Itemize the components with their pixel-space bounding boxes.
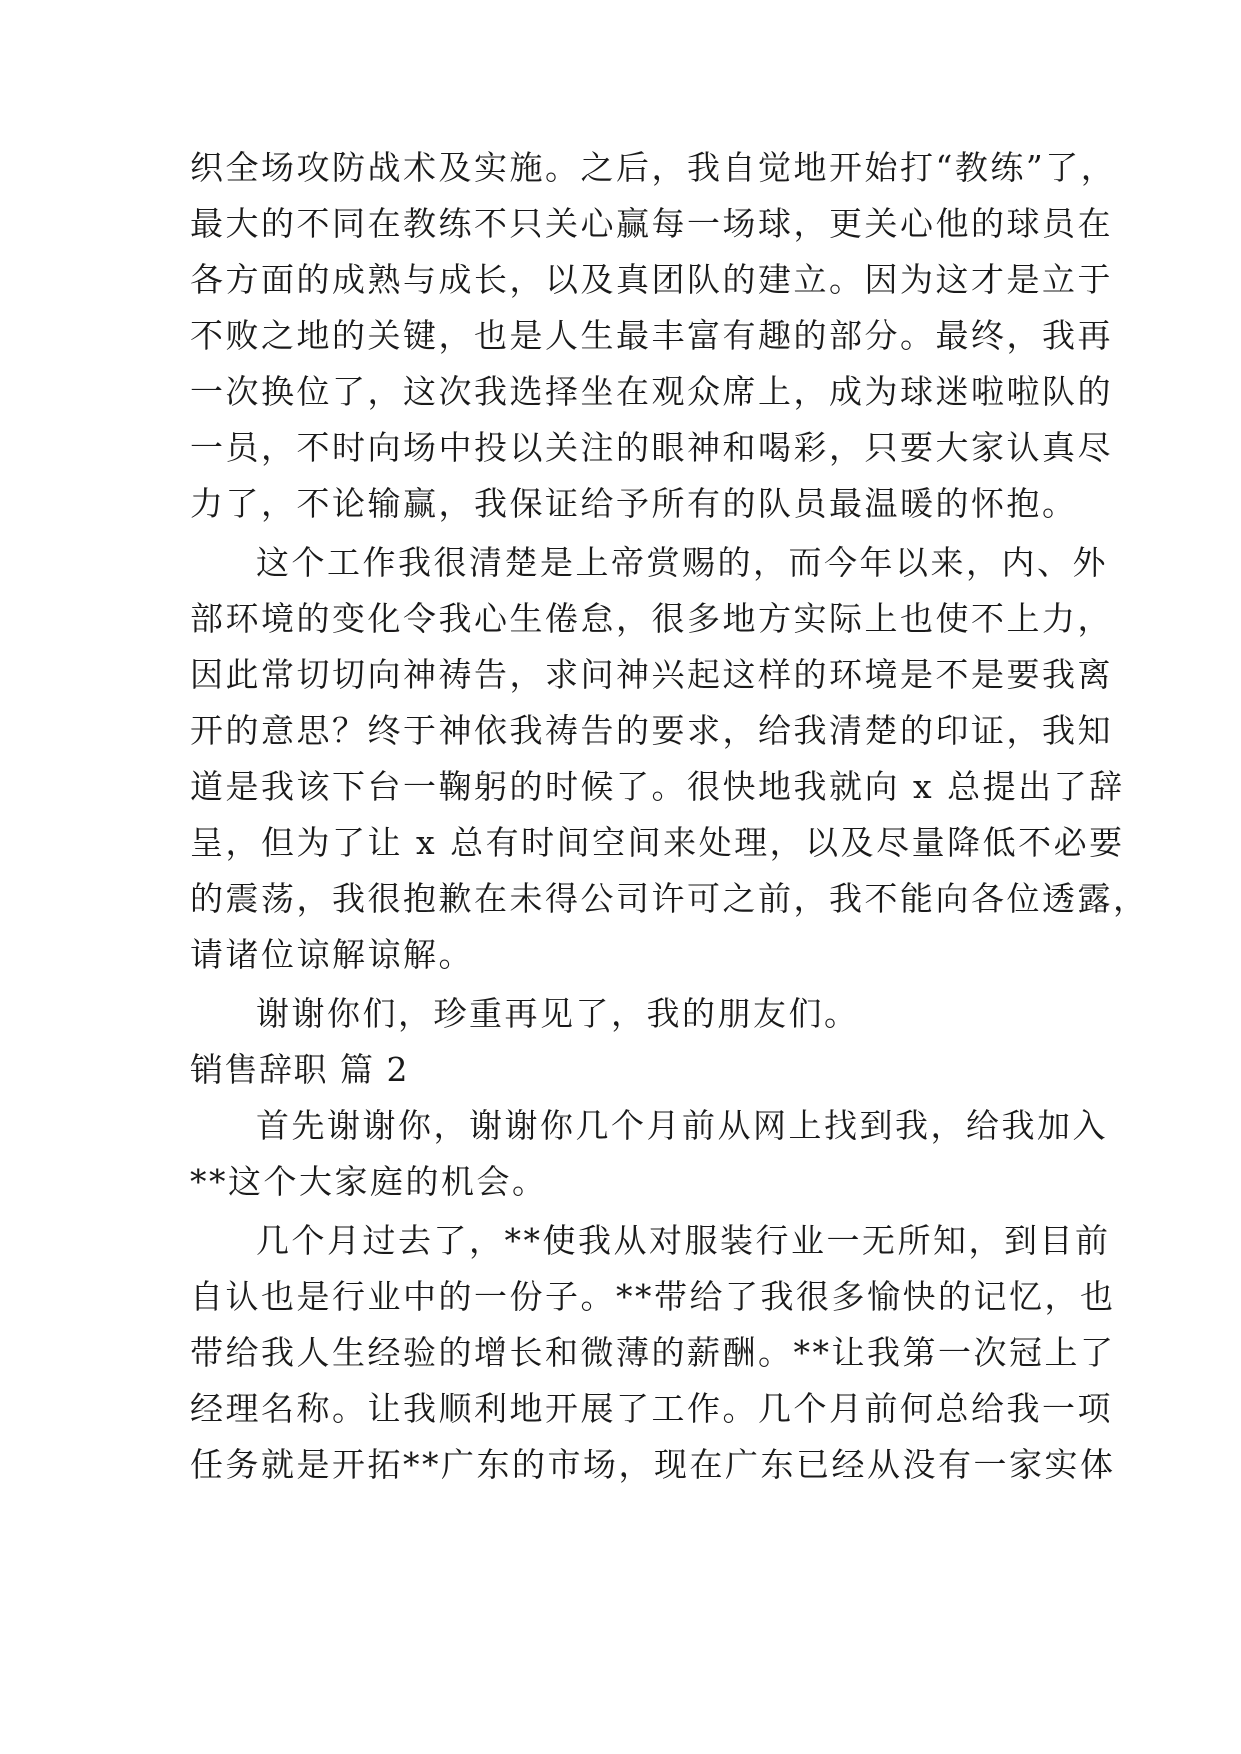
paragraph-line: 经理名称。让我顺利地开展了工作。几个月前何总给我一项 [190, 1389, 1113, 1428]
paragraph-line: 首先谢谢你，谢谢你几个月前从网上找到我，给我加入 [256, 1106, 1108, 1145]
paragraph-line: 不败之地的关键，也是人生最丰富有趣的部分。最终，我再 [190, 316, 1113, 355]
paragraph-line: 请诸位谅解谅解。 [190, 935, 474, 974]
paragraph-line: 部环境的变化令我心生倦怠，很多地方实际上也使不上力， [190, 599, 1113, 638]
paragraph-line: 开的意思？终于神依我祷告的要求，给我清楚的印证，我知 [190, 711, 1113, 750]
paragraph-line: 因此常切切向神祷告，求问神兴起这样的环境是不是要我离 [190, 655, 1113, 694]
paragraph-line: 这个工作我很清楚是上帝赏赐的，而今年以来，内、外 [256, 543, 1108, 582]
paragraph-line: 最大的不同在教练不只关心赢每一场球，更关心他的球员在 [190, 204, 1113, 243]
paragraph-line: 一次换位了，这次我选择坐在观众席上，成为球迷啦啦队的 [190, 372, 1113, 411]
paragraph-line: 道是我该下台一鞠躬的时候了。很快地我就向 x 总提出了辞 [190, 767, 1125, 806]
paragraph-line: 谢谢你们，珍重再见了，我的朋友们。 [256, 994, 860, 1033]
paragraph-line: **这个大家庭的机会。 [190, 1162, 548, 1201]
section-heading: 销售辞职 篇 2 [190, 1050, 409, 1089]
paragraph-line: 各方面的成熟与成长，以及真团队的建立。因为这才是立于 [190, 260, 1113, 299]
paragraph-line: 力了，不论输赢，我保证给予所有的队员最温暖的怀抱。 [190, 484, 1078, 523]
paragraph-line: 几个月过去了，**使我从对服装行业一无所知，到目前 [256, 1221, 1111, 1260]
paragraph-line: 呈，但为了让 x 总有时间空间来处理，以及尽量降低不必要 [190, 823, 1125, 862]
paragraph-line: 带给我人生经验的增长和微薄的薪酬。**让我第一次冠上了 [190, 1333, 1116, 1372]
paragraph-line: 任务就是开拓**广东的市场，现在广东已经从没有一家实体 [190, 1445, 1116, 1484]
paragraph-line: 织全场攻防战术及实施。之后，我自觉地开始打“教练”了， [190, 148, 1117, 187]
paragraph-line: 自认也是行业中的一份子。**带给了我很多愉快的记忆，也 [190, 1277, 1116, 1316]
paragraph-line: 一员，不时向场中投以关注的眼神和喝彩，只要大家认真尽 [190, 428, 1113, 467]
paragraph-line: 的震荡，我很抱歉在未得公司许可之前，我不能向各位透露， [190, 879, 1149, 918]
